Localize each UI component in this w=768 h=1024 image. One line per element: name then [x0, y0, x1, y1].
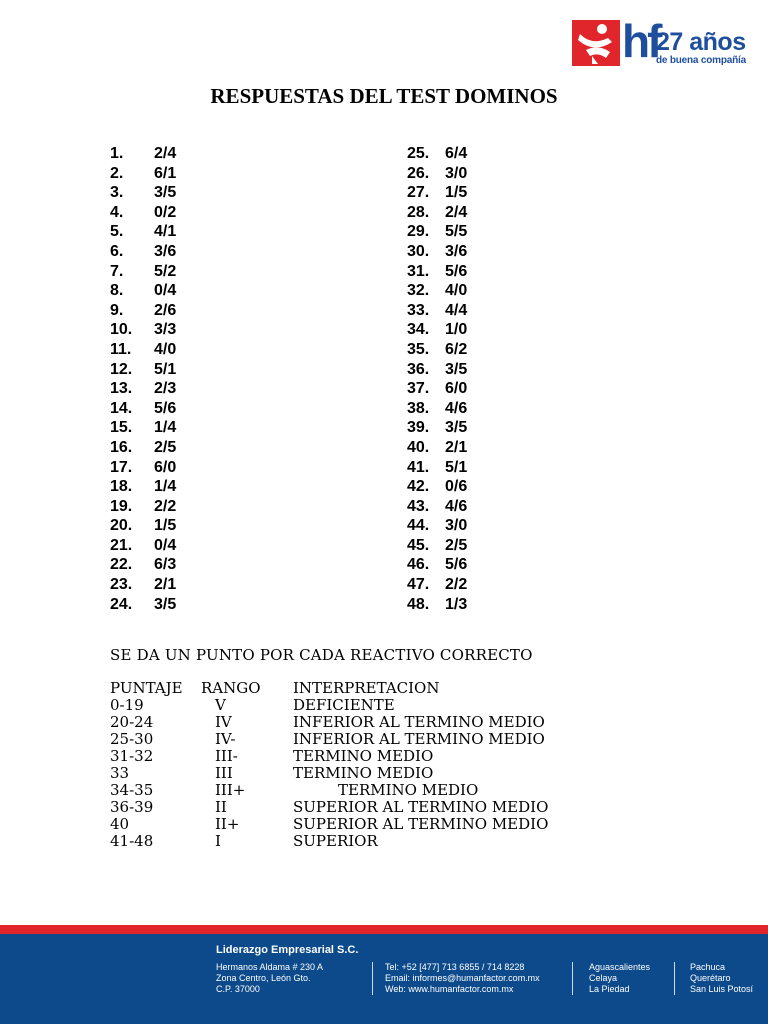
- footer-email[interactable]: Email: informes@humanfactor.com.mx: [385, 973, 540, 983]
- answers-list-right: [407, 144, 467, 614]
- answer-row: [407, 555, 467, 575]
- footer-address: [216, 962, 323, 995]
- rank-value: IV-: [215, 730, 236, 748]
- answer-row: [407, 379, 467, 399]
- answer-number: 17.: [110, 458, 133, 476]
- answer-number: 7.: [110, 262, 124, 280]
- answer-number: 1.: [110, 145, 124, 162]
- score-range-value: 31-32: [110, 747, 154, 765]
- footer: [0, 934, 768, 1024]
- interpretation-value: SUPERIOR AL TERMINO MEDIO: [293, 798, 549, 816]
- answer-row: [110, 281, 176, 301]
- answer-row: [407, 183, 467, 203]
- interpretation-value: INFERIOR AL TERMINO MEDIO: [293, 730, 545, 748]
- answer-number: 39.: [407, 419, 430, 437]
- answer-row: [110, 418, 176, 438]
- answer-number: 41.: [407, 458, 430, 476]
- score-range-value: 40: [110, 815, 130, 833]
- answer-value: 3/0: [445, 517, 468, 535]
- score-range-value: 0-19: [110, 696, 144, 714]
- answer-value: 5/1: [445, 458, 468, 476]
- answer-value: 1/0: [445, 321, 468, 339]
- answer-number: 3.: [110, 184, 124, 202]
- answer-row: [110, 399, 176, 419]
- score-range-value: 25-30: [110, 730, 154, 748]
- answer-row: [407, 281, 467, 301]
- answer-number: 19.: [110, 497, 133, 515]
- answer-value: 6/4: [445, 145, 468, 162]
- answer-row: [110, 497, 176, 517]
- footer-address-line: Hermanos Aldama # 230 A: [216, 962, 324, 972]
- answer-row: [407, 458, 467, 478]
- answer-value: 5/6: [154, 399, 177, 417]
- answer-number: 34.: [407, 321, 430, 339]
- interpretation-value: TERMINO MEDIO: [293, 764, 434, 782]
- answer-value: 6/3: [154, 556, 177, 574]
- answer-value: 2/2: [445, 576, 468, 594]
- scoring-note: SE DA UN PUNTO POR CADA REACTIVO CORRECTO: [110, 646, 533, 664]
- answer-number: 40.: [407, 438, 430, 456]
- footer-city: Pachuca: [690, 962, 726, 972]
- score-range-value: 36-39: [110, 798, 154, 816]
- answer-number: 44.: [407, 517, 430, 535]
- answer-number: 27.: [407, 184, 430, 202]
- answer-row: [110, 144, 176, 164]
- footer-divider: [372, 962, 373, 995]
- interpretation-value: INFERIOR AL TERMINO MEDIO: [293, 713, 545, 731]
- answers-list-left: [110, 144, 176, 614]
- answer-number: 21.: [110, 536, 133, 554]
- answer-number: 37.: [407, 380, 430, 398]
- answer-row: [110, 379, 176, 399]
- answer-value: 0/4: [154, 536, 177, 554]
- answer-row: [110, 555, 176, 575]
- answer-value: 3/3: [154, 321, 177, 339]
- answer-number: 5.: [110, 223, 124, 241]
- answer-row: [407, 497, 467, 517]
- footer-city: Querétaro: [690, 973, 731, 983]
- answer-row: [407, 262, 467, 282]
- footer-divider: [674, 962, 675, 995]
- footer-phone: Tel: +52 [477] 713 6855 / 714 8228: [385, 962, 525, 972]
- page-title: RESPUESTAS DEL TEST DOMINOS: [210, 84, 558, 108]
- answer-value: 2/6: [154, 301, 177, 319]
- logo-hf-text: hf: [622, 15, 660, 67]
- answer-number: 4.: [110, 203, 124, 221]
- rank-value: III: [215, 764, 233, 782]
- answer-row: [407, 399, 467, 419]
- interpretation-value: SUPERIOR: [293, 832, 378, 850]
- footer-city: La Piedad: [589, 984, 630, 994]
- answer-row: [407, 164, 467, 184]
- answer-number: 47.: [407, 576, 430, 594]
- footer-address-line: Zona Centro, León Gto.: [216, 973, 311, 983]
- answer-number: 22.: [110, 556, 133, 574]
- answer-row: [110, 458, 176, 478]
- answer-row: [110, 360, 176, 380]
- answer-value: 4/0: [445, 282, 468, 300]
- rank-value: V: [215, 696, 226, 714]
- answer-value: 2/3: [154, 380, 177, 398]
- answer-value: 6/2: [445, 340, 468, 358]
- answer-row: [110, 320, 176, 340]
- rank-value: III+: [215, 781, 246, 799]
- answer-number: 25.: [407, 145, 430, 162]
- company-logo: [572, 15, 750, 68]
- footer-cities-b: [690, 962, 753, 995]
- answer-row: [110, 536, 176, 556]
- logo-tagline: de buena compañía: [656, 55, 746, 66]
- answer-row: [110, 575, 176, 595]
- answer-value: 1/4: [154, 478, 177, 496]
- answer-value: 3/5: [445, 419, 468, 437]
- answer-number: 30.: [407, 242, 430, 260]
- answer-row: [407, 438, 467, 458]
- interpretation-value: SUPERIOR AL TERMINO MEDIO: [293, 815, 549, 833]
- answer-row: [407, 477, 467, 497]
- answer-value: 4/1: [154, 223, 177, 241]
- score-range-value: 33: [110, 764, 130, 782]
- answer-row: [407, 516, 467, 536]
- answer-number: 16.: [110, 438, 133, 456]
- answer-value: 5/1: [154, 360, 177, 378]
- answer-row: [407, 536, 467, 556]
- answer-value: 4/0: [154, 340, 177, 358]
- answer-value: 2/1: [154, 576, 177, 594]
- hf-logo-icon: [572, 20, 620, 66]
- answer-row: [110, 477, 176, 497]
- answer-value: 4/6: [445, 399, 468, 417]
- answer-value: 3/5: [154, 184, 177, 202]
- answer-value: 2/4: [154, 145, 177, 162]
- footer-website[interactable]: Web: www.humanfactor.com.mx: [385, 984, 514, 994]
- score-range-value: 34-35: [110, 781, 154, 799]
- answer-number: 15.: [110, 419, 133, 437]
- answer-value: 3/6: [154, 242, 177, 260]
- answer-row: [110, 340, 176, 360]
- answer-row: [407, 222, 467, 242]
- footer-red-bar: [0, 925, 768, 934]
- answer-value: 6/0: [154, 458, 177, 476]
- footer-company-name: Liderazgo Empresarial S.C.: [216, 944, 359, 956]
- answer-row: [407, 320, 467, 340]
- answer-row: [407, 418, 467, 438]
- answer-row: [407, 144, 467, 164]
- answer-value: 5/6: [445, 556, 468, 574]
- answer-value: 5/2: [154, 262, 177, 280]
- answer-value: 1/5: [154, 517, 177, 535]
- header-score: PUNTAJE: [110, 679, 183, 697]
- answer-number: 11.: [110, 340, 132, 358]
- answer-row: [110, 164, 176, 184]
- answer-row: [110, 516, 176, 536]
- footer-city: Aguascalientes: [589, 962, 651, 972]
- answer-value: 6/0: [445, 380, 468, 398]
- answer-value: 3/5: [154, 595, 177, 613]
- answer-number: 33.: [407, 301, 430, 319]
- answer-row: [110, 262, 176, 282]
- answer-number: 23.: [110, 576, 133, 594]
- answer-row: [407, 575, 467, 595]
- answer-number: 2.: [110, 164, 124, 182]
- answer-number: 26.: [407, 164, 430, 182]
- answer-row: [407, 360, 467, 380]
- rank-value: I: [215, 832, 221, 850]
- answer-number: 45.: [407, 536, 430, 554]
- answer-number: 29.: [407, 223, 430, 241]
- answer-number: 18.: [110, 478, 133, 496]
- answer-number: 38.: [407, 399, 430, 417]
- answer-row: [407, 242, 467, 262]
- interpretation-value: TERMINO MEDIO: [293, 747, 434, 765]
- answer-value: 3/5: [445, 360, 468, 378]
- rank-value: II+: [215, 815, 240, 833]
- interpretation-value: DEFICIENTE: [293, 696, 395, 714]
- answer-value: 6/1: [154, 164, 177, 182]
- footer-cities-a: [589, 962, 650, 995]
- answer-number: 13.: [110, 380, 133, 398]
- answer-value: 3/0: [445, 164, 468, 182]
- answer-number: 36.: [407, 360, 430, 378]
- answer-row: [110, 301, 176, 321]
- answer-row: [407, 595, 467, 615]
- answer-value: 4/6: [445, 497, 468, 515]
- answer-number: 8.: [110, 282, 124, 300]
- rank-value: II: [215, 798, 227, 816]
- answer-value: 1/4: [154, 419, 177, 437]
- answer-row: [407, 301, 467, 321]
- rank-value: III-: [215, 747, 238, 765]
- answer-number: 14.: [110, 399, 133, 417]
- answer-value: 4/4: [445, 301, 468, 319]
- answer-value: 2/5: [445, 536, 468, 554]
- answer-row: [110, 242, 176, 262]
- score-range-value: 41-48: [110, 832, 154, 850]
- answer-number: 32.: [407, 282, 430, 300]
- answer-value: 1/5: [445, 184, 468, 202]
- answer-value: 5/5: [445, 223, 468, 241]
- header-interpretation: INTERPRETACION: [293, 679, 440, 697]
- answer-row: [110, 203, 176, 223]
- answer-value: 3/6: [445, 242, 468, 260]
- answer-number: 24.: [110, 595, 133, 613]
- answer-row: [110, 183, 176, 203]
- answer-row: [110, 438, 176, 458]
- answer-row: [110, 595, 176, 615]
- footer-contact: [385, 962, 540, 995]
- answer-value: 5/6: [445, 262, 468, 280]
- answer-number: 46.: [407, 556, 430, 574]
- answer-row: [407, 340, 467, 360]
- answer-number: 31.: [407, 262, 430, 280]
- answer-row: [110, 222, 176, 242]
- answer-value: 0/2: [154, 203, 177, 221]
- score-range-value: 20-24: [110, 713, 154, 731]
- header-range: RANGO: [201, 679, 261, 697]
- answer-value: 2/2: [154, 497, 177, 515]
- footer-divider: [572, 962, 573, 995]
- answer-value: 2/5: [154, 438, 177, 456]
- answer-number: 28.: [407, 203, 430, 221]
- answer-number: 43.: [407, 497, 430, 515]
- answer-value: 0/4: [154, 282, 177, 300]
- answer-number: 12.: [110, 360, 133, 378]
- answer-value: 2/1: [445, 438, 468, 456]
- rank-value: IV: [215, 713, 232, 731]
- interpretation-value: TERMINO MEDIO: [338, 781, 479, 799]
- answer-number: 20.: [110, 517, 133, 535]
- footer-city: Celaya: [589, 973, 618, 983]
- footer-city: San Luis Potosí: [690, 984, 754, 994]
- answer-number: 6.: [110, 242, 124, 260]
- answer-number: 35.: [407, 340, 430, 358]
- answer-number: 42.: [407, 478, 430, 496]
- answer-number: 9.: [110, 301, 124, 319]
- answer-row: [407, 203, 467, 223]
- answer-value: 1/3: [445, 595, 468, 613]
- footer-address-line: C.P. 37000: [216, 984, 260, 994]
- answer-number: 10.: [110, 321, 133, 339]
- answer-value: 0/6: [445, 478, 468, 496]
- logo-years-text: 27 años: [656, 28, 746, 56]
- answer-number: 48.: [407, 595, 430, 613]
- answer-value: 2/4: [445, 203, 468, 221]
